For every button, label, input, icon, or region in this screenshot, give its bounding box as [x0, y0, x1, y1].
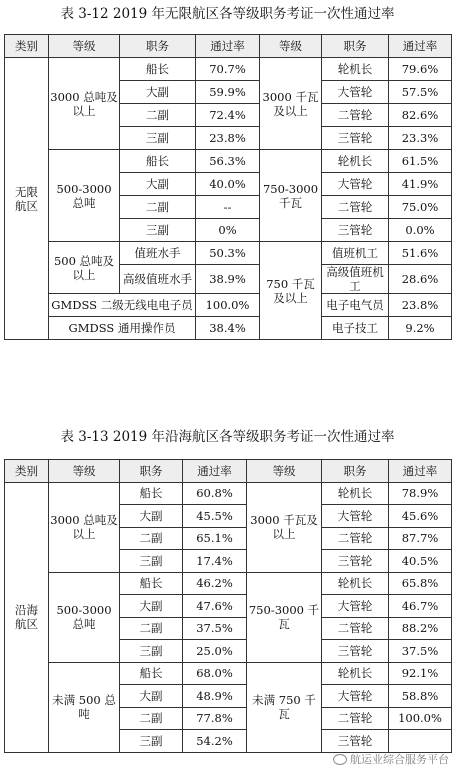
header-position: 职务 — [322, 460, 389, 483]
pass-rate-cell: 57.5% — [389, 81, 452, 104]
position-cell: 轮机长 — [322, 150, 389, 173]
header-category: 类别 — [5, 35, 49, 58]
pass-rate-cell: 28.6% — [389, 265, 452, 294]
position-cell: 大管轮 — [322, 595, 389, 618]
engine-grade-cell: 3000 千瓦及以上 — [260, 58, 322, 150]
position-cell: 三管轮 — [322, 127, 389, 150]
pass-rate-cell: 92.1% — [389, 662, 452, 685]
pass-rate-cell: 54.2% — [183, 730, 247, 753]
position-cell: 二管轮 — [322, 104, 389, 127]
table-row — [5, 242, 452, 265]
pass-rate-cell: 60.8% — [183, 482, 247, 505]
deck-grade-cell: 500-3000 总吨 — [49, 572, 120, 662]
position-cell: 二管轮 — [322, 707, 389, 730]
position-cell: 轮机长 — [322, 662, 389, 685]
pass-rate-cell: 65.1% — [183, 527, 247, 550]
position-cell: 三管轮 — [322, 730, 389, 753]
pass-rate-cell: 46.2% — [183, 572, 247, 595]
position-cell: 大副 — [120, 595, 183, 618]
pass-rate-cell: 37.5% — [183, 617, 247, 640]
position-cell: 轮机长 — [322, 572, 389, 595]
position-cell: 大管轮 — [322, 81, 389, 104]
position-cell: 三副 — [120, 640, 183, 663]
position-cell: 三管轮 — [322, 640, 389, 663]
position-cell: 二副 — [120, 707, 183, 730]
engine-grade-cell: 未满 750 千瓦 — [247, 662, 322, 752]
pass-rate-cell: 78.9% — [389, 482, 452, 505]
exam-pass-rate-table-coastal — [4, 459, 452, 753]
engine-grade-cell: 750 千瓦及以上 — [260, 242, 322, 340]
deck-grade-cell: 3000 总吨及以上 — [49, 58, 120, 150]
pass-rate-cell: 65.8% — [389, 572, 452, 595]
position-cell: 大管轮 — [322, 685, 389, 708]
pass-rate-cell: 79.6% — [389, 58, 452, 81]
position-cell: 大副 — [120, 173, 196, 196]
watermark-text: 航运业综合服务平台 — [350, 753, 449, 766]
pass-rate-cell: 88.2% — [389, 617, 452, 640]
pass-rate-cell: 0% — [196, 219, 260, 242]
position-cell: 高级值班机工 — [322, 265, 389, 294]
pass-rate-cell: 82.6% — [389, 104, 452, 127]
watermark — [333, 751, 449, 767]
pass-rate-cell: 77.8% — [183, 707, 247, 730]
engine-grade-cell: 750-3000 千瓦 — [247, 572, 322, 662]
position-cell: 船长 — [120, 150, 196, 173]
position-cell: 大副 — [120, 505, 183, 528]
pass-rate-cell: 47.6% — [183, 595, 247, 618]
pass-rate-cell: 51.6% — [389, 242, 452, 265]
pass-rate-cell: 23.8% — [389, 294, 452, 317]
header-pass-rate: 通过率 — [389, 35, 452, 58]
pass-rate-cell: 45.5% — [183, 505, 247, 528]
pass-rate-cell: 58.8% — [389, 685, 452, 708]
table-row — [5, 662, 452, 685]
header-position: 职务 — [120, 460, 183, 483]
header-grade: 等级 — [49, 35, 120, 58]
position-cell: 二副 — [120, 104, 196, 127]
pass-rate-cell: 68.0% — [183, 662, 247, 685]
position-cell: 电子电气员 — [322, 294, 389, 317]
position-cell: 三管轮 — [322, 550, 389, 573]
position-cell: 轮机长 — [322, 58, 389, 81]
pass-rate-cell: 23.8% — [196, 127, 260, 150]
position-cell: 二副 — [120, 617, 183, 640]
position-cell: 轮机长 — [322, 482, 389, 505]
pass-rate-cell: 75.0% — [389, 196, 452, 219]
position-cell: 船长 — [120, 482, 183, 505]
engine-grade-cell: 3000 千瓦及以上 — [247, 482, 322, 572]
pass-rate-cell: 40.5% — [389, 550, 452, 573]
header-position: 职务 — [120, 35, 196, 58]
header-grade: 等级 — [247, 460, 322, 483]
table-row — [5, 294, 452, 317]
pass-rate-cell: 87.7% — [389, 527, 452, 550]
position-cell: 三副 — [120, 730, 183, 753]
position-cell: 二管轮 — [322, 527, 389, 550]
pass-rate-cell: 50.3% — [196, 242, 260, 265]
pass-rate-cell: 41.9% — [389, 173, 452, 196]
pass-rate-cell: 45.6% — [389, 505, 452, 528]
pass-rate-cell: 40.0% — [196, 173, 260, 196]
header-pass-rate: 通过率 — [389, 460, 452, 483]
pass-rate-cell: 100.0% — [389, 707, 452, 730]
position-cell: 船长 — [120, 572, 183, 595]
pass-rate-cell: 23.3% — [389, 127, 452, 150]
pass-rate-cell: -- — [196, 196, 260, 219]
table-row — [5, 150, 452, 173]
header-pass-rate: 通过率 — [183, 460, 247, 483]
deck-grade-cell: 500 总吨及以上 — [49, 242, 120, 294]
position-cell: 船长 — [120, 58, 196, 81]
position-cell: GMDSS 通用操作员 — [49, 317, 196, 340]
exam-pass-rate-table-unlimited — [4, 34, 452, 340]
pass-rate-cell: 38.9% — [196, 265, 260, 294]
table-row — [5, 572, 452, 595]
pass-rate-cell: 56.3% — [196, 150, 260, 173]
pass-rate-cell: 17.4% — [183, 550, 247, 573]
table-row — [5, 58, 452, 81]
position-cell: 大管轮 — [322, 173, 389, 196]
engine-grade-cell: 750-3000 千瓦 — [260, 150, 322, 242]
pass-rate-cell: 59.9% — [196, 81, 260, 104]
header-pass-rate: 通过率 — [196, 35, 260, 58]
position-cell: GMDSS 二级无线电电子员 — [49, 294, 196, 317]
header-position: 职务 — [322, 35, 389, 58]
pass-rate-cell: 46.7% — [389, 595, 452, 618]
deck-grade-cell: 3000 总吨及以上 — [49, 482, 120, 572]
pass-rate-cell: 38.4% — [196, 317, 260, 340]
table-header-row — [5, 35, 452, 58]
category-cell: 无限航区 — [5, 58, 49, 340]
position-cell: 船长 — [120, 662, 183, 685]
position-cell: 二管轮 — [322, 196, 389, 219]
pass-rate-cell: 0.0% — [389, 219, 452, 242]
header-grade: 等级 — [260, 35, 322, 58]
table-row — [5, 317, 452, 340]
position-cell: 大管轮 — [322, 505, 389, 528]
table1-caption: 表 3-12 2019 年无限航区各等级职务考证一次性通过率 — [60, 6, 395, 22]
wechat-icon — [333, 754, 347, 765]
position-cell: 电子技工 — [322, 317, 389, 340]
pass-rate-cell: 100.0% — [196, 294, 260, 317]
table-header-row — [5, 460, 452, 483]
deck-grade-cell: 500-3000 总吨 — [49, 150, 120, 242]
header-grade: 等级 — [49, 460, 120, 483]
category-cell: 沿海航区 — [5, 482, 49, 752]
pass-rate-cell: 72.4% — [196, 104, 260, 127]
deck-grade-cell: 未满 500 总吨 — [49, 662, 120, 752]
position-cell: 值班机工 — [322, 242, 389, 265]
pass-rate-cell — [389, 730, 452, 753]
position-cell: 大副 — [120, 685, 183, 708]
position-cell: 二管轮 — [322, 617, 389, 640]
table-row — [5, 482, 452, 505]
pass-rate-cell: 48.9% — [183, 685, 247, 708]
position-cell: 三副 — [120, 127, 196, 150]
pass-rate-cell: 9.2% — [389, 317, 452, 340]
position-cell: 高级值班水手 — [120, 265, 196, 294]
pass-rate-cell: 37.5% — [389, 640, 452, 663]
position-cell: 三管轮 — [322, 219, 389, 242]
position-cell: 二副 — [120, 196, 196, 219]
table2-caption: 表 3-13 2019 年沿海航区各等级职务考证一次性通过率 — [60, 429, 395, 445]
position-cell: 大副 — [120, 81, 196, 104]
pass-rate-cell: 61.5% — [389, 150, 452, 173]
header-category: 类别 — [5, 460, 49, 483]
position-cell: 三副 — [120, 550, 183, 573]
pass-rate-cell: 25.0% — [183, 640, 247, 663]
pass-rate-cell: 70.7% — [196, 58, 260, 81]
position-cell: 三副 — [120, 219, 196, 242]
position-cell: 值班水手 — [120, 242, 196, 265]
position-cell: 二副 — [120, 527, 183, 550]
